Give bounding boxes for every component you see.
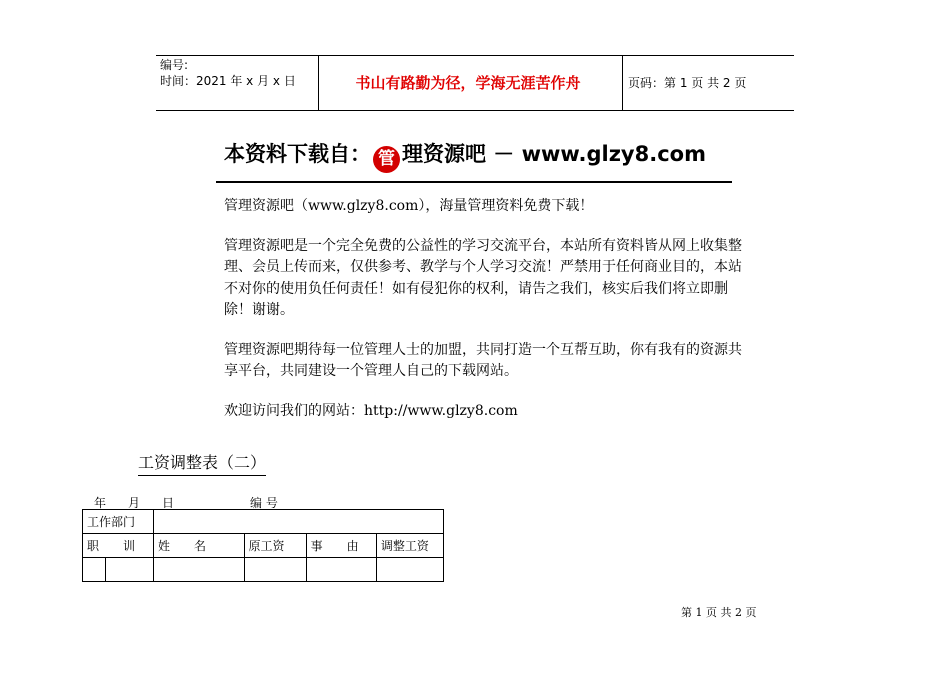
page-header	[156, 55, 794, 111]
department-row	[83, 510, 444, 534]
intro-section	[224, 196, 744, 440]
intro-website-line: 欢迎访问我们的网站：http://www.glzy8.com	[224, 402, 518, 419]
day-label: 日	[162, 496, 175, 510]
col-header-adjusted-salary: 调整工资	[376, 534, 443, 558]
col-header-reason: 事 由	[306, 534, 376, 558]
header-divider	[622, 56, 623, 110]
table-cell[interactable]	[154, 558, 245, 582]
table-cell[interactable]	[83, 558, 106, 582]
table-header-row	[83, 534, 444, 558]
site-logo-icon: 管	[373, 146, 400, 173]
salary-adjustment-table	[82, 509, 444, 582]
header-meta	[160, 57, 296, 89]
banner-prefix: 本资料下载自：	[224, 142, 371, 166]
year-label: 年	[94, 496, 107, 510]
header-motto: 书山有路勤为径，学海无涯苦作舟	[355, 74, 581, 92]
col-header-original-salary: 原工资	[244, 534, 306, 558]
time-label: 时间：2021 年 x 月 x 日	[160, 74, 296, 88]
month-label: 月	[128, 496, 141, 510]
banner-text	[224, 138, 706, 173]
intro-paragraph: 管理资源吧期待每一位管理人士的加盟，共同打造一个互帮互助，你有我有的资源共享平台，共同建设一个管理人自己的下载网站。	[224, 341, 742, 379]
intro-paragraph: 管理资源吧是一个完全免费的公益性的学习交流平台，本站所有资料皆从网上收集整理、会员上传而来，仅供参考、教学与个人学习交流！严禁用于任何商业目的，本站不对你的使用负任何责任！如有侵犯你的权利，请告之我们，核实后我们将立即删除！谢谢。	[224, 237, 742, 318]
banner-site-name: 理资源吧 － www.glzy8.com	[402, 142, 706, 166]
table-cell[interactable]	[306, 558, 376, 582]
table-cell[interactable]	[376, 558, 443, 582]
number-label: 编 号	[250, 496, 278, 510]
serial-label: 编号:	[160, 58, 189, 72]
document-title: 工资调整表（二）	[138, 450, 266, 476]
intro-paragraph: 管理资源吧（www.glzy8.com），海量管理资料免费下载！	[224, 198, 594, 214]
col-header-position: 职 训	[83, 534, 154, 558]
department-label: 工作部门	[83, 510, 154, 534]
table-cell[interactable]	[106, 558, 154, 582]
page-footer: 第 1 页 共 2 页	[681, 606, 757, 619]
table-row	[83, 558, 444, 582]
header-page-info: 页码：第 1 页 共 2 页	[628, 76, 747, 90]
banner-rule	[216, 181, 732, 183]
table-cell[interactable]	[244, 558, 306, 582]
col-header-name: 姓 名	[154, 534, 245, 558]
department-value[interactable]	[154, 510, 444, 534]
download-banner	[216, 130, 736, 182]
